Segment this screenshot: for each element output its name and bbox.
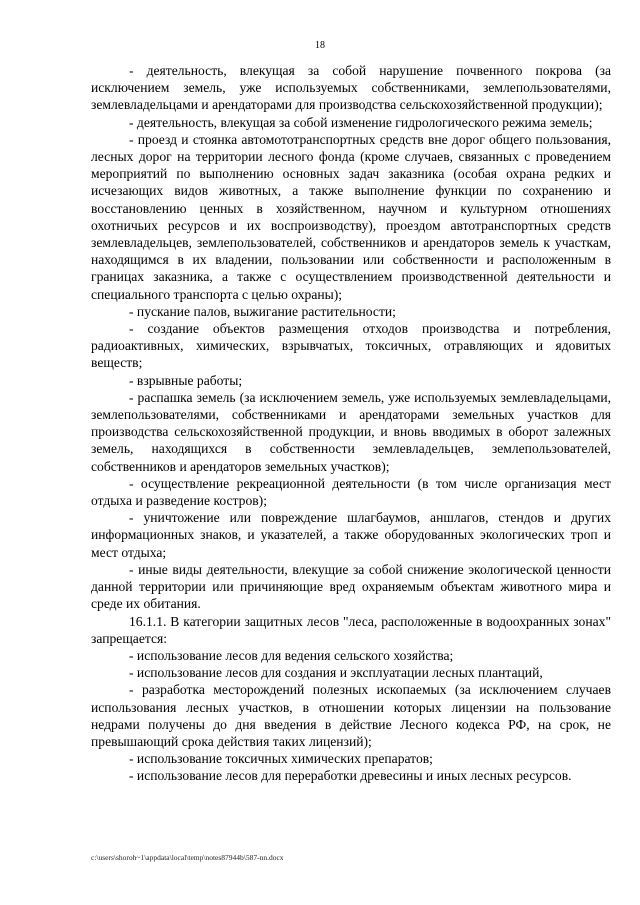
paragraph: - деятельность, влекущая за собой нарушение почвенного покрова (за исключением земель, уже используемых собственниками, землепользователями, землевладельцами и арендаторами для производства сельскохозяйственной продукции);	[91, 63, 611, 113]
paragraph: - иные виды деятельности, влекущие за собой снижение экологической ценности данной территории или причиняющие вред охраняемым объектам животного мира и среде их обитания.	[91, 561, 611, 612]
paragraph: - взрывные работы;	[129, 372, 243, 388]
paragraph: 16.1.1. В категории защитных лесов "леса, расположенные в водоохранных зонах" запрещается:	[91, 613, 611, 646]
page-number: 18	[315, 40, 325, 51]
paragraph: - уничтожение или повреждение шлагбаумов, аншлагов, стендов и других информационных знаков, и указателей, а также оборудованных экологических троп и мест отдыха;	[91, 510, 611, 560]
paragraph: - создание объектов размещения отходов производства и потребления, радиоактивных, химических, взрывчатых, токсичных, отравляющих и ядовитых веществ;	[91, 321, 611, 371]
paragraph: - использование лесов для создания и эксплуатации лесных плантаций,	[129, 665, 543, 681]
paragraph: - пускание палов, выжигание растительности;	[129, 303, 396, 319]
paragraph: - использование лесов для ведения сельского хозяйства;	[129, 647, 454, 663]
paragraph: - проезд и стоянка автомототранспортных средств вне дорог общего пользования, лесных дорог на территории лесного фонда (кроме случаев, связанных с проведением мероприятий по выполнению основных задач заказника (особая охрана редких и исчезающих видов животных, а также выполнение функции по сохранению и восстановлению ценных в хозяйственном, научном и культурном отношениях охотничьих ресурсов и их воспроизводству), проездом автотранспортных средств землевладельцев, землепользователей, собственников и арендаторов земель к участкам, находящимся в их владении, пользовании или собственности и расположенным в границах заказника, а также с осуществлением производственной деятельности и специального транспорта с целью охраны);	[91, 131, 611, 302]
paragraph: - осуществление рекреационной деятельности (в том числе организация мест отдыха и разведение костров);	[91, 475, 611, 509]
paragraph: - использование лесов для переработки древесины и иных лесных ресурсов.	[129, 768, 572, 784]
paragraph: - деятельность, влекущая за собой изменение гидрологического режима земель;	[129, 114, 593, 130]
paragraph: - распашка земель (за исключением земель, уже используемых землевладельцами, землепользователями, собственниками и арендаторами земельных участков для производства сельскохозяйственной продукции, и вновь вводимых в оборот залежных земель, находящихся в собственности землевладельцев, землепользователей, собственников и арендаторов земельных участков);	[91, 389, 611, 474]
document-body	[91, 62, 611, 785]
paragraph: - использование токсичных химических препаратов;	[129, 751, 433, 767]
footer-file-path: c:\users\shoroh~1\appdata\local\temp\notes87944b\587-nn.docx	[91, 853, 284, 862]
paragraph: - разработка месторождений полезных ископаемых (за исключением случаев использования лесных участков, в отношении которых лицензии на пользование недрами получены до дня введения в действие Лесного кодекса РФ, на срок, не превышающий срока действия таких лицензий);	[91, 682, 611, 749]
